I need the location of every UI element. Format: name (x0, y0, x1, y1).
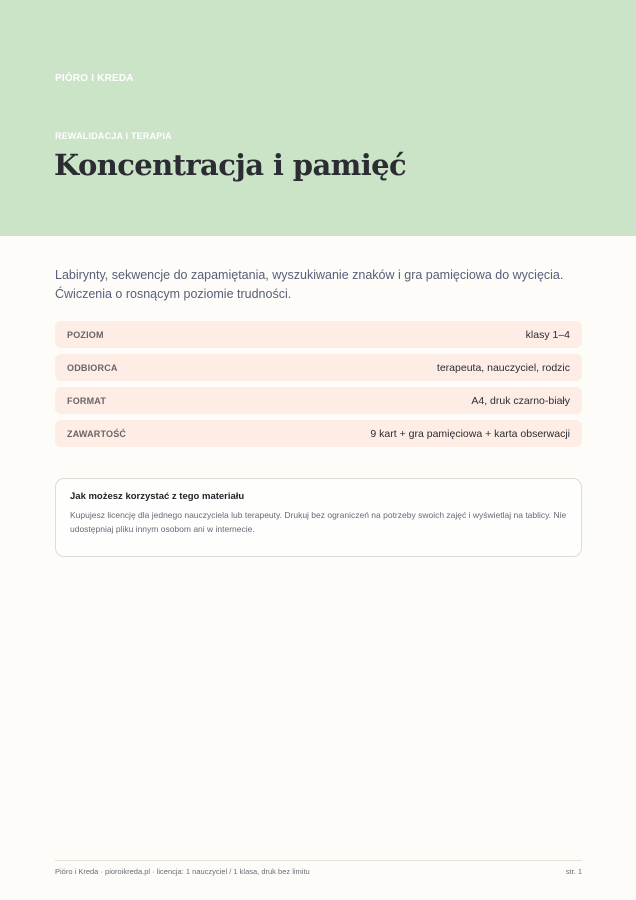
detail-row-level (55, 321, 582, 348)
brand-name: PIÓRO I KREDA (55, 73, 134, 84)
page-footer (55, 860, 582, 876)
intro-text (55, 266, 585, 304)
footer-license-text: Pióro i Kreda · pioroikreda.pl · licencja: 1 nauczyciel / 1 klasa, druk bez limitu (55, 867, 310, 876)
license-info-body: Kupujesz licencję dla jednego nauczyciela lub terapeuty. Drukuj bez ograniczeń na potrzeby swoich zajęć i wyświetlaj na tablicy. Nie udostępniaj pliku innym osobom ani w internecie. (70, 510, 567, 534)
detail-value: A4, druk czarno-biały (471, 394, 570, 407)
detail-label: ODBIORCA (67, 362, 118, 373)
details-list (55, 321, 582, 453)
license-info-title: Jak możesz korzystać z tego materiału (70, 491, 245, 502)
detail-label: FORMAT (67, 395, 107, 406)
detail-label: POZIOM (67, 329, 104, 340)
intro-line-2: Ćwiczenia o rosnącym poziomie trudności. (55, 287, 292, 301)
detail-value: terapeuta, nauczyciel, rodzic (436, 361, 570, 374)
intro-line-1: Labirynty, sekwencje do zapamiętania, wyszukiwanie znaków i gra pamięciowa do wycięcia. (55, 268, 564, 282)
detail-value: 9 kart + gra pamięciowa + karta obserwacji (370, 427, 570, 440)
header-banner (0, 0, 636, 236)
category-label: REWALIDACJA I TERAPIA (55, 131, 172, 141)
page-number: str. 1 (565, 867, 582, 876)
license-info-box (55, 478, 582, 557)
detail-label: ZAWARTOŚĆ (67, 428, 127, 439)
detail-row-audience (55, 354, 582, 381)
page-title: Koncentracja i pamięć (54, 148, 407, 182)
detail-value: klasy 1–4 (525, 328, 570, 341)
detail-row-contents (55, 420, 582, 447)
detail-row-format (55, 387, 582, 414)
